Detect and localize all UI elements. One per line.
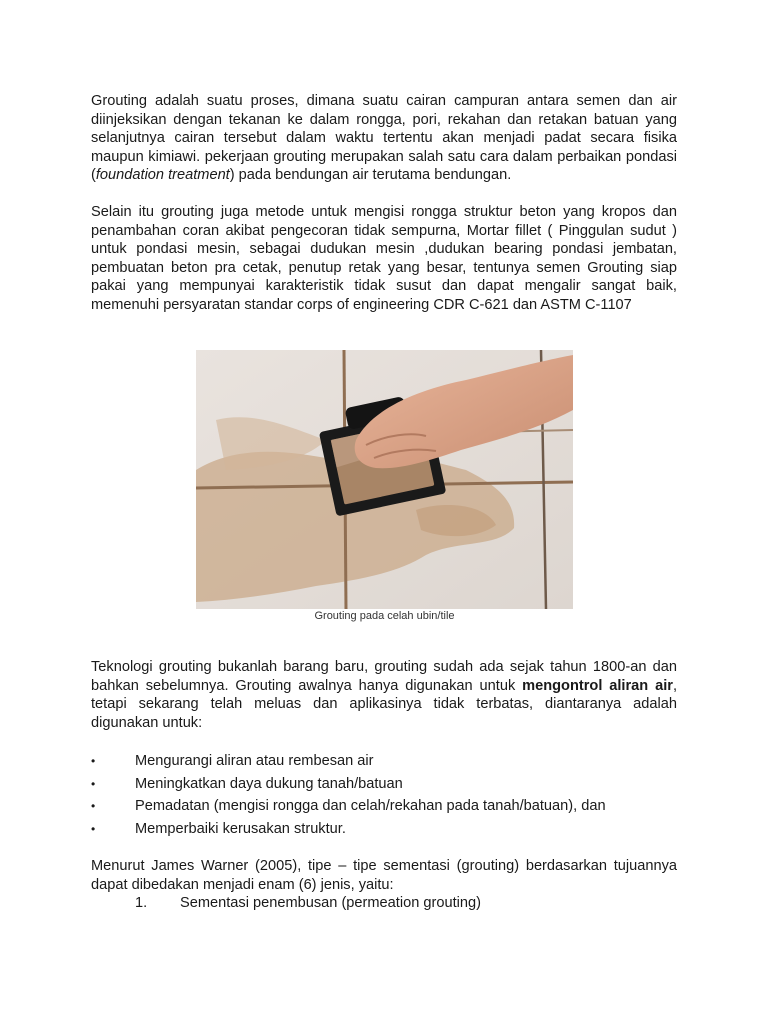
list-item — [91, 795, 677, 818]
list-item-text: Memperbaiki kerusakan struktur. — [135, 820, 346, 837]
bullet-icon: • — [91, 799, 96, 814]
list-item — [91, 773, 677, 796]
list-item — [91, 750, 677, 773]
list-item-text: Meningkatkan daya dukung tanah/batuan — [135, 775, 403, 792]
p1-text-a: Grouting adalah suatu proses, dimana suatu cairan campuran antara semen dan air diinjeksikan dengan tekanan ke dalam rongga, pori, rekahan dan retakan batuan yang selanjutnya cairan tersebut dalam waktu tertentu akan menjadi padat secara fisika maupun kimiawi. pekerjaan grouting merupakan salah satu cara dalam perbaikan pondasi ( — [91, 93, 677, 184]
list-number: 1. — [135, 895, 148, 911]
paragraph-grouting-history — [91, 658, 677, 732]
p3-text-b: , tetapi sekarang telah meluas dan aplikasinya tidak terbatas, diantaranya adalah digunakan untuk: — [91, 677, 677, 731]
grouting-photo — [196, 350, 573, 609]
list-item-text: Pemadatan (mengisi rongga dan celah/rekahan pada tanah/batuan), dan — [135, 798, 606, 815]
list-item — [91, 818, 677, 841]
paragraph-grouting-definition — [91, 92, 677, 185]
p1-italic-term: foundation treatment — [95, 167, 230, 184]
bullet-icon: • — [91, 821, 96, 836]
numbered-list-item — [135, 894, 481, 913]
paragraph-grouting-uses: Selain itu grouting juga metode untuk mengisi rongga struktur beton yang kropos dan penambahan coran akibat pengecoran tidak sempurna, Mortar fillet ( Pinggulan sudut ) untuk pondasi mesin, sebagai dudukan mesin ,dudukan bearing pondasi jembatan, pembuatan beton pra cetak, penutup retak yang besar, tentunya semen Grouting siap pakai yang mempunyai karakteristik tidak susut dan dapat mengalir sangat baik, memenuhi persyaratan standar corps of engineering CDR C-621 dan ASTM C-1107 — [91, 203, 677, 313]
bullet-icon: • — [91, 776, 96, 791]
figure-caption: Grouting pada celah ubin/tile — [314, 610, 455, 622]
p1-text-b: ) pada bendungan air terutama bendungan. — [229, 167, 512, 184]
p3-bold-phrase: mengontrol aliran air — [522, 677, 673, 694]
document-body — [91, 92, 677, 315]
bullet-icon: • — [91, 754, 96, 768]
list-item-text: Sementasi penembusan (permeation grouting) — [180, 895, 481, 911]
list-item-text: Mengurangi aliran atau rembesan air — [135, 753, 374, 769]
grouting-photo-illustration — [196, 350, 573, 609]
grouting-uses-list — [91, 750, 677, 840]
p3-text-a: Teknologi grouting bukanlah barang baru, grouting sudah ada sejak tahun 1800-an dan bahkan sebelumnya. Grouting awalnya hanya digunakan untuk — [91, 659, 677, 694]
paragraph-grouting-types: Menurut James Warner (2005), tipe – tipe sementasi (grouting) berdasarkan tujuannya dapat dibedakan menjadi enam (6) jenis, yaitu: — [91, 858, 677, 893]
